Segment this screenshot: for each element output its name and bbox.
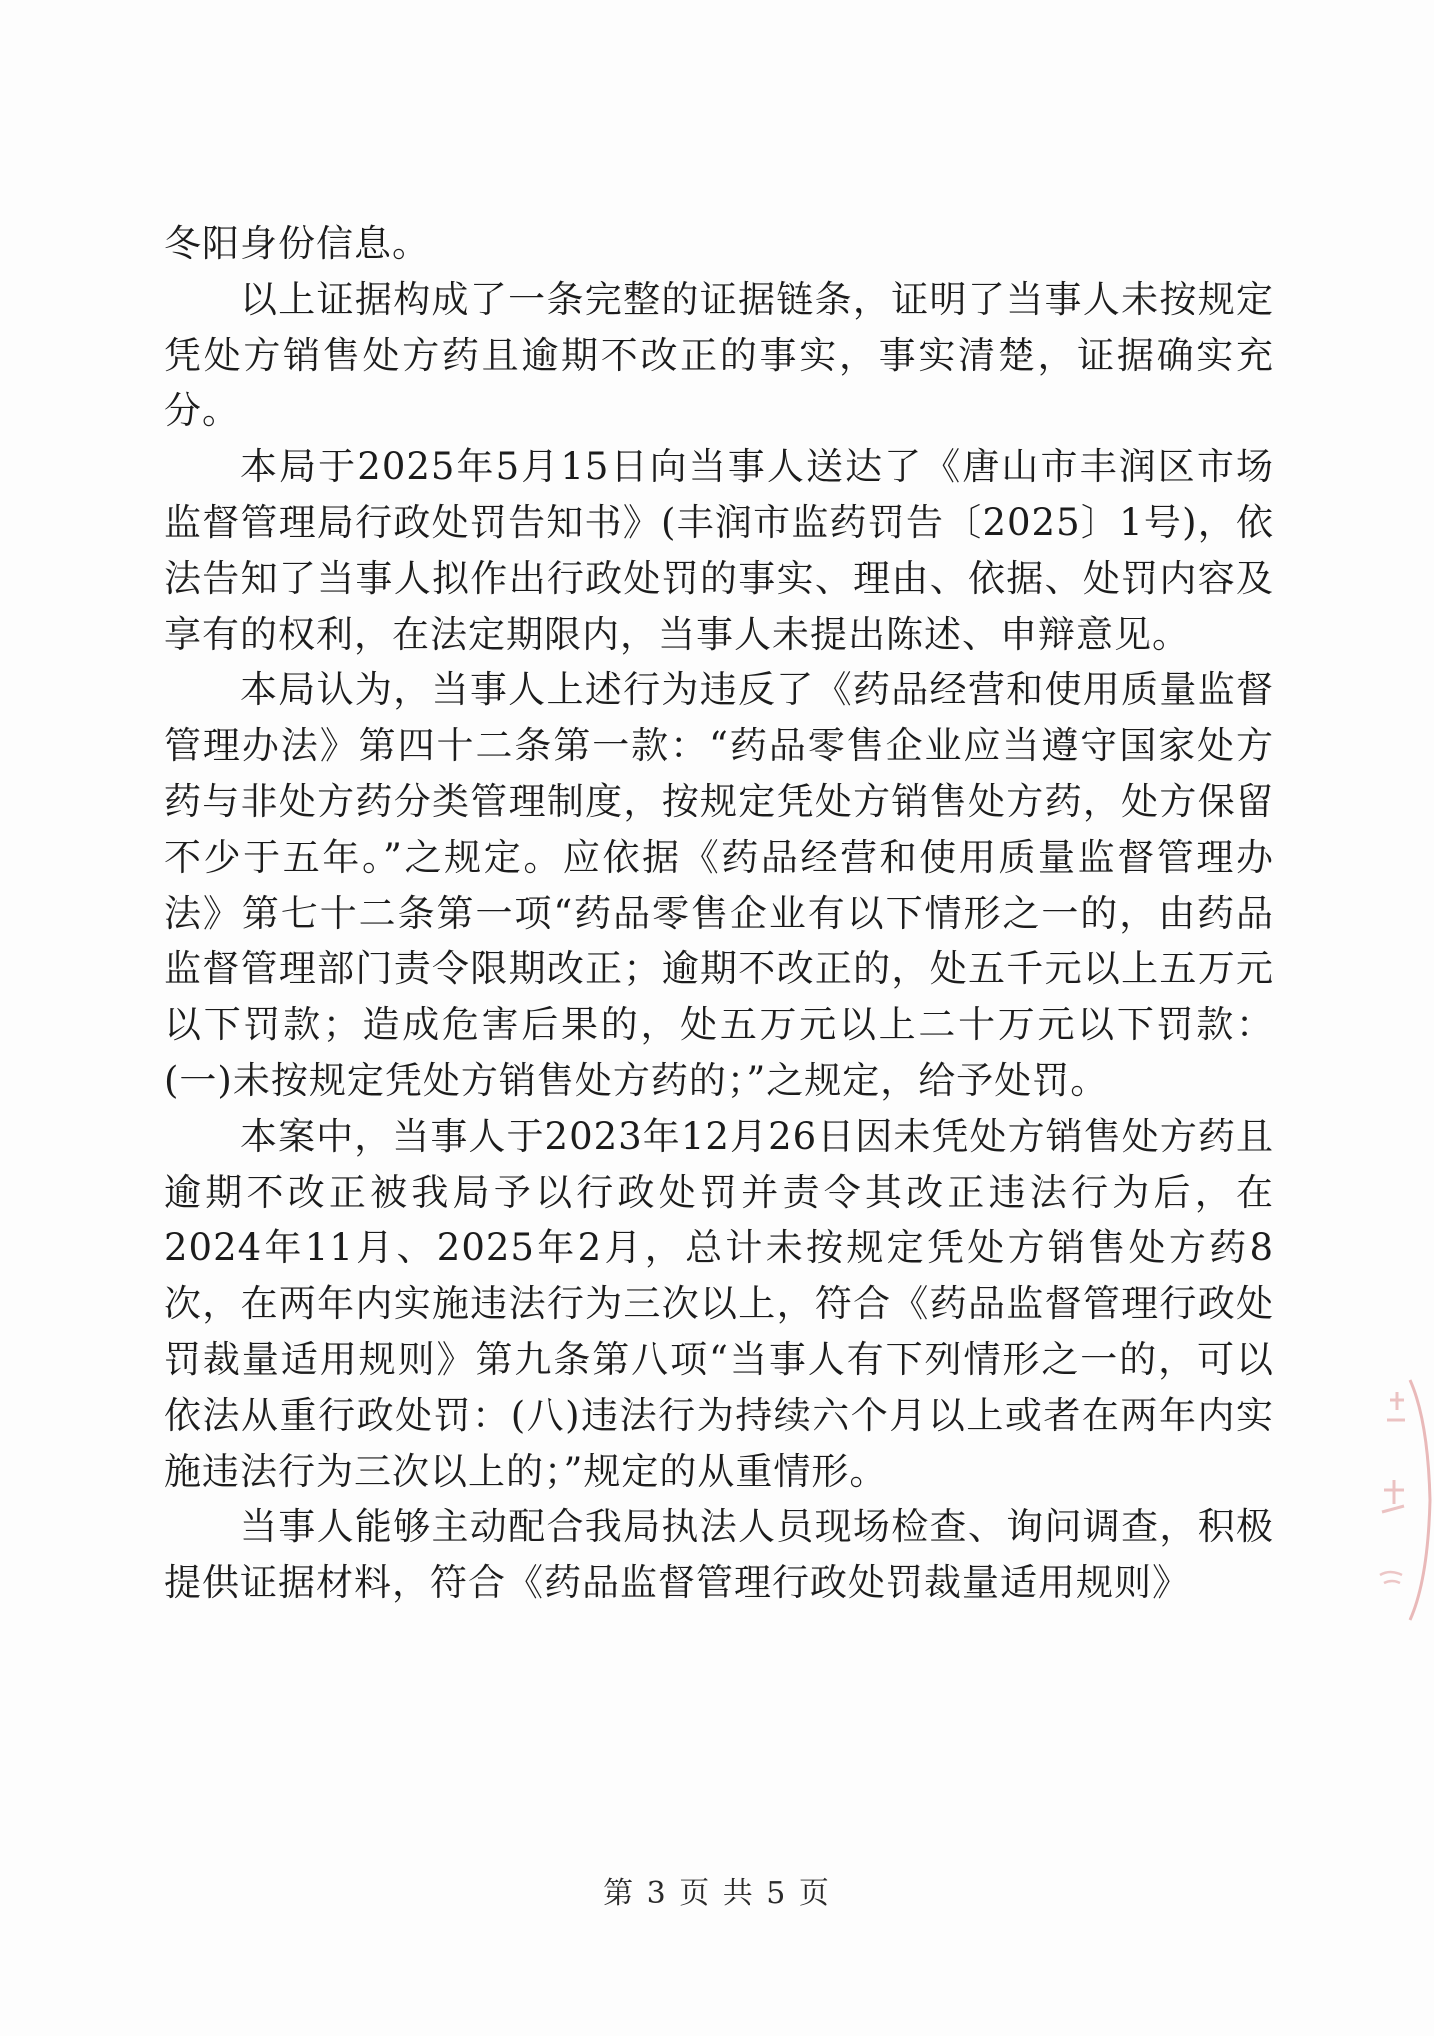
- page-footer: 第 3 页 共 5 页: [603, 1876, 831, 1911]
- seal-stamp-icon: [1370, 1360, 1434, 1640]
- seal-stamp-fragment: [1370, 1360, 1434, 1640]
- paragraph-3: 本局于2025年5月15日向当事人送达了《唐山市丰润区市场监督管理局行政处罚告知书》(丰润市监药罚告〔2025〕1号)，依法告知了当事人拟作出行政处罚的事实、理由、依据、处罚内容及享有的权利，在法定期限内，当事人未提出陈述、申辩意见。: [164, 445, 1274, 656]
- paragraph-2: 以上证据构成了一条完整的证据链条，证明了当事人未按规定凭处方销售处方药且逾期不改正的事实，事实清楚，证据确实充分。: [164, 277, 1274, 433]
- paragraph-1: 冬阳身份信息。: [164, 222, 430, 265]
- paragraph-6: 当事人能够主动配合我局执法人员现场检查、询问调查，积极提供证据材料，符合《药品监督管理行政处罚裁量适用规则》: [164, 1505, 1274, 1605]
- paragraph-4: 本局认为，当事人上述行为违反了《药品经营和使用质量监督管理办法》第四十二条第一款：“药品零售企业应当遵守国家处方药与非处方药分类管理制度，按规定凭处方销售处方药，处方保留不少于五年。”之规定。应依据《药品经营和使用质量监督管理办法》第七十二条第一项“药品零售企业有以下情形之一的，由药品监督管理部门责令限期改正；逾期不改正的，处五千元以上五万元以下罚款；造成危害后果的，处五万元以上二十万元以下罚款：(一)未按规定凭处方销售处方药的；”之规定，给予处罚。: [164, 668, 1274, 1102]
- document-body: [164, 216, 1274, 1611]
- paragraph-5: 本案中，当事人于2023年12月26日因未凭处方销售处方药且逾期不改正被我局予以行政处罚并责令其改正违法行为后，在2024年11月、2025年2月，总计未按规定凭处方销售处方药8次，在两年内实施违法行为三次以上，符合《药品监督管理行政处罚裁量适用规则》第九条第八项“当事人有下列情形之一的，可以依法从重行政处罚：(八)违法行为持续六个月以上或者在两年内实施违法行为三次以上的；”规定的从重情形。: [164, 1114, 1274, 1493]
